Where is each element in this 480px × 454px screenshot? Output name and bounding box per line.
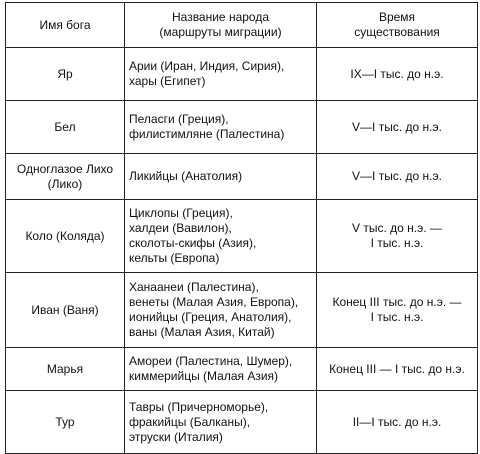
cell-line: венеты (Малая Азия, Европа), — [129, 295, 299, 309]
table-row — [6, 273, 478, 348]
god-cell — [6, 273, 125, 348]
time-cell — [317, 48, 478, 101]
cell-line: Коло (Коляда) — [25, 228, 105, 243]
people-cell — [125, 154, 317, 200]
time-cell — [317, 348, 478, 391]
cell-line: Арии (Иран, Индия, Сирия), — [129, 59, 285, 73]
time-cell — [317, 101, 478, 154]
god-cell — [6, 154, 125, 200]
people-cell — [125, 101, 317, 154]
cell-line: IX—I тыс. до н.э. — [350, 66, 444, 81]
header-line: Имя бога — [39, 17, 91, 32]
header-line: Название народа — [171, 10, 270, 24]
cell-line: этруски (Италия) — [129, 429, 223, 444]
cell-line: Бел — [54, 119, 76, 134]
cell-line: V тыс. до н.э. — — [352, 221, 442, 235]
cell-line: хары (Египет) — [129, 74, 206, 88]
cell-line: кельты (Европа) — [129, 251, 220, 265]
people-cell — [125, 200, 317, 273]
time-cell — [317, 391, 478, 454]
god-cell — [6, 391, 125, 454]
people-cell — [125, 273, 317, 348]
cell-line: киммерийцы (Малая Азия) — [129, 369, 279, 383]
header-god-name — [6, 3, 125, 48]
header-line: (маршруты миграции) — [159, 25, 282, 39]
cell-line: филистимляне (Палестина) — [129, 127, 285, 141]
table-row — [6, 154, 478, 200]
cell-line: II—I тыс. до н.э. — [352, 414, 442, 429]
god-cell — [6, 101, 125, 154]
header-people-name — [125, 3, 317, 48]
time-cell — [317, 154, 478, 200]
cell-line: (Лико) — [47, 176, 83, 191]
god-cell — [6, 200, 125, 273]
cell-line: V—I тыс. до н.э. — [352, 119, 442, 134]
table-header-row — [6, 3, 478, 48]
cell-line: V—I тыс. до н.э. — [352, 169, 442, 183]
cell-line: Ханаанеи (Палестина), — [129, 280, 259, 294]
cell-line: Тавры (Причерноморье), — [129, 399, 269, 414]
people-cell — [125, 48, 317, 101]
cell-line: Амореи (Палестина, Шумер), — [129, 354, 293, 368]
cell-line: Циклопы (Греция), — [129, 206, 233, 220]
table-row — [6, 391, 478, 454]
cell-line: Иван (Ваня) — [31, 302, 99, 317]
cell-line: Пеласги (Греция), — [129, 112, 229, 126]
people-cell — [125, 391, 317, 454]
cell-line: I тыс. н.э. — [370, 236, 424, 250]
table-row — [6, 101, 478, 154]
cell-line: Одноглазое Лихо — [16, 161, 114, 176]
cell-line: Марья — [46, 361, 84, 376]
header-line: Время — [378, 10, 416, 24]
god-cell — [6, 348, 125, 391]
cell-line: фракийцы (Балканы), — [129, 414, 251, 429]
table-row — [6, 48, 478, 101]
header-line: существования — [354, 25, 440, 39]
people-cell — [125, 348, 317, 391]
cell-line: Ликийцы (Анатолия) — [129, 169, 243, 183]
god-cell — [6, 48, 125, 101]
cell-line: Яр — [57, 66, 73, 81]
cell-line: Конец III — I тыс. до н.э. — [329, 361, 465, 376]
cell-line: ионийцы (Греция, Анатолия), — [129, 310, 292, 324]
cell-line: Конец III тыс. до н.э. — — [332, 295, 462, 309]
cell-line: халдеи (Вавилон), — [129, 221, 232, 235]
gods-table — [5, 2, 478, 454]
cell-line: сколоты-скифы (Азия), — [129, 236, 257, 250]
cell-line: Тур — [55, 414, 75, 429]
table-row — [6, 348, 478, 391]
time-cell — [317, 273, 478, 348]
time-cell — [317, 200, 478, 273]
header-time — [317, 3, 478, 48]
cell-line: I тыс. н.э. — [370, 310, 424, 324]
table-row — [6, 200, 478, 273]
cell-line: ваны (Малая Азия, Китай) — [129, 325, 275, 339]
